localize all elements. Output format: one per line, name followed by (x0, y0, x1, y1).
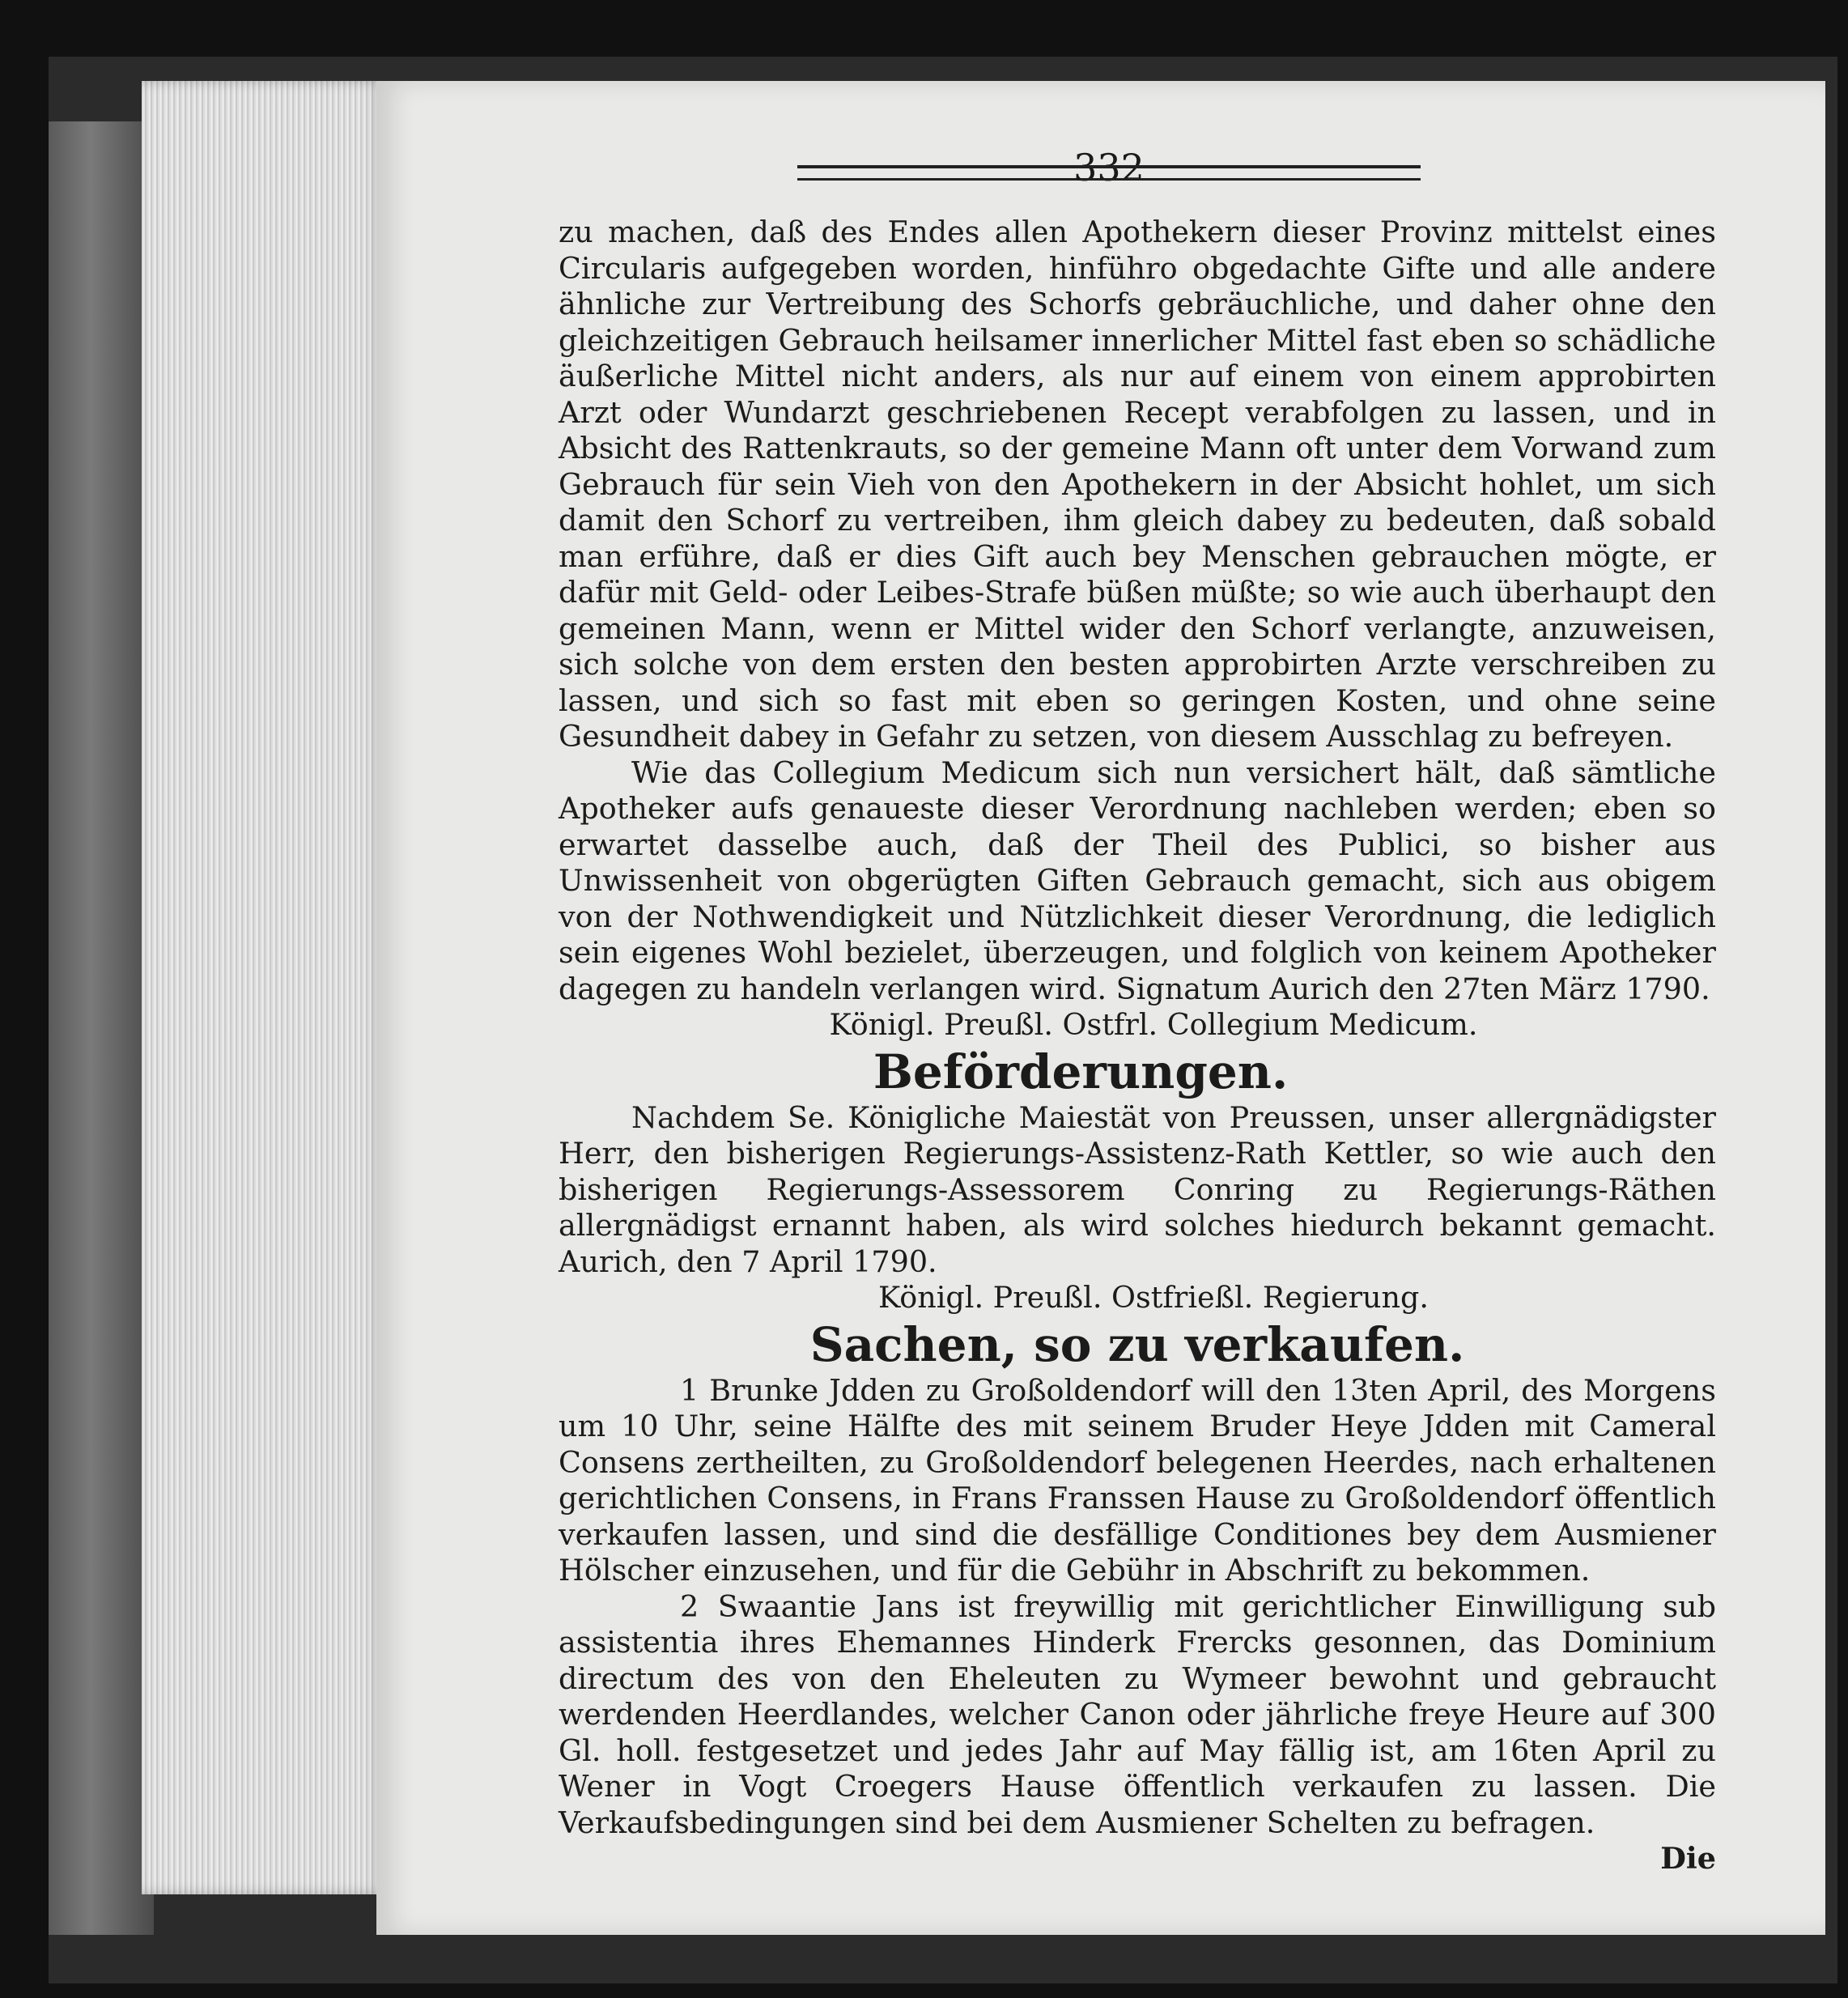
catchword: Die (1660, 1841, 1716, 1876)
page-number: 332 (1073, 146, 1145, 189)
ornamental-rule-right (1081, 165, 1421, 181)
paragraph-befoerderungen: Nachdem Se. Königliche Maiestät von Preussen, unser allergnädigster Herr, den bisherigen Regierungs-Assistenz-Rath Kettler, so wie auch den bisherigen Regierungs-Assessorem Conring zu Regierungs-Räthen allergnädigst ernannt haben, als wird solches hiedurch bekannt gemacht. Aurich, den 7 April 1790. (559, 1099, 1716, 1279)
signature-regierung: Königl. Preußl. Ostfrießl. Regierung. (877, 1280, 1430, 1315)
page-edges (142, 81, 384, 1894)
page-text (559, 215, 1716, 1877)
sale-item-1: 1 Brunke Jdden zu Großoldendorf will den 13ten April, des Morgens um 10 Uhr, seine Hälfte des mit seinem Bruder Heye Jdden mit Cameral Consens zertheilten, zu Großoldendorf belegenen Heerdes, nach erhaltenen gerichtlichen Consens, in Frans Franssen Hause zu Großoldendorf öffentlich verkaufen lassen, und sind die desfällige Conditiones bey dem Ausmiener Hölscher einzusehen, und für die Gebühr in Abschrift zu bekommen. (559, 1372, 1716, 1588)
signature-collegium: Königl. Preußl. Ostfrl. Collegium Medicum. (829, 1007, 1478, 1042)
section-heading-befoerderungen: Beförderungen. (873, 1044, 1289, 1099)
book-page (376, 81, 1825, 1935)
sale-item-2: 2 Swaantie Jans ist freywillig mit gerichtlicher Einwilligung sub assistentia ihres Ehemannes Hinderk Frercks gesonnen, das Dominium directum des von den Eheleuten zu Wymeer bewohnt und gebraucht werdenden Heerdlandes, welcher Canon oder jährliche freye Heure auf 300 Gl. holl. festgesetzet und jedes Jahr auf May fällig ist, am 16ten April zu Wener in Vogt Croegers Hause öffentlich verkaufen zu lassen. Die Verkaufsbedingungen sind bei dem Ausmiener Schelten zu befragen. (559, 1588, 1716, 1840)
book-cover-edge (49, 121, 154, 1935)
paragraph-collegium: Wie das Collegium Medicum sich nun versichert hält, daß sämtliche Apotheker aufs genaueste dieser Verordnung nachleben werden; eben so erwartet dasselbe auch, daß der Theil des Publici, so bisher aus Unwissenheit von obgerügten Giften Gebrauch gemacht, sich aus obigem von der Nothwendigkeit und Nützlichkeit dieser Verordnung, die lediglich sein eigenes Wohl bezielet, überzeugen, und folglich von keinem Apotheker dagegen zu handeln verlangen wird. Signatum Aurich den 27ten März 1790. (559, 755, 1716, 1006)
running-head (797, 146, 1421, 194)
paragraph-continuation: zu machen, daß des Endes allen Apothekern dieser Provinz mittelst eines Circularis aufgegeben worden, hinführo obgedachte Gifte und alle andere ähnliche zur Vertreibung des Schorfs gebräuchliche, und daher ohne den gleichzeitigen Gebrauch heilsamer innerlicher Mittel fast eben so schädliche äußerliche Mittel nicht anders, als nur auf einem von einem approbirten Arzt oder Wundarzt geschriebenen Recept verabfolgen zu lassen, und in Absicht des Rattenkrauts, so der gemeine Mann oft unter dem Vorwand zum Gebrauch für sein Vieh von den Apothekern in der Absicht hohlet, um sich damit den Schorf zu vertreiben, ihm gleich dabey zu bedeuten, daß sobald man erführe, daß er dies Gift auch bey Menschen gebrauchen mögte, er dafür mit Geld- oder Leibes-Strafe büßen müßte; so wie auch überhaupt den gemeinen Mann, wenn er Mittel wider den Schorf verlangte, anzuweisen, sich solche von dem ersten den besten approbirten Arzte verschreiben zu lassen, und sich so fast mit eben so geringen Kosten, und ohne seine Gesundheit dabey in Gefahr zu setzen, von diesem Ausschlag zu befreyen. (559, 215, 1716, 754)
section-heading-verkaufen: Sachen, so zu verkaufen. (809, 1316, 1465, 1372)
